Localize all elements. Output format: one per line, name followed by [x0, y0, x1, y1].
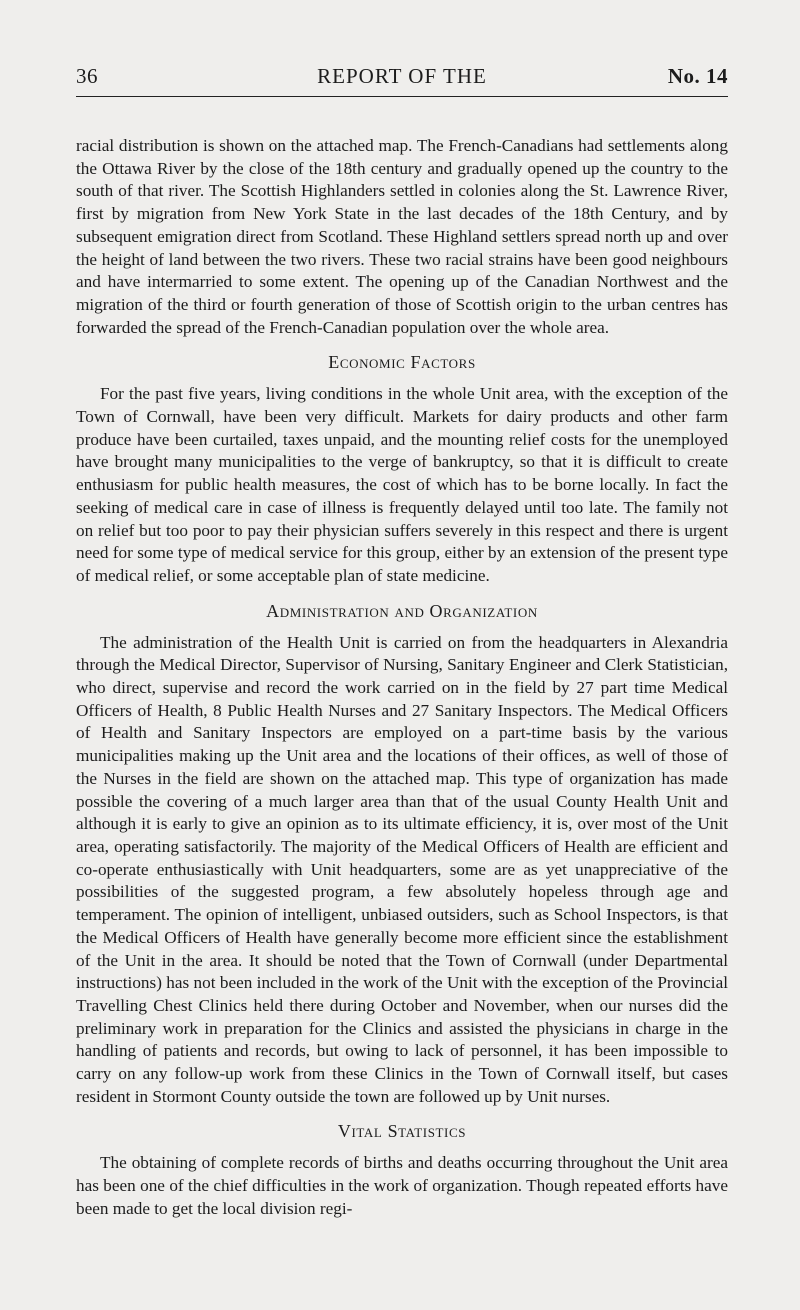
body-text — [76, 135, 728, 1221]
report-number: No. 14 — [667, 64, 728, 88]
administration-heading: Administration and Organization — [266, 600, 538, 621]
running-header — [76, 60, 728, 97]
vital-statistics-heading: Vital Statistics — [337, 1121, 467, 1142]
document-page — [76, 60, 728, 1221]
administration-paragraph: The administration of the Health Unit is carried on from the headquarters in Alexandria through the Medical Director, Supervisor of Nursing, Sanitary Engineer and Clerk Statistician, who direct, supervise and record the work carried on in the field by 27 part time Medical Officers of Health, 8 Public Health Nurses and 27 Sanitary Inspectors. The Medical Officers of Health and Sanitary Inspectors are employed on a part-time basis by the various municipalities making up the Unit area and the locations of their offices, as well of those of the Nurses in the field are shown on the attached map. This type of organization has made possible the covering of a much larger area than that of the usual County Health Unit and although it is early to give an opinion as to its ultimate efficiency, it is, over most of the Unit area, operating satisfactorily. The majority of the Medical Officers of Health are efficient and co-operate enthusiastically with Unit headquarters, some are as yet unappreciative of the possibilities of the suggested program, a few absolutely hopeless through age and temperament. The opinion of intelligent, unbiased outsiders, such as School Inspectors, is that the Medical Officers of Health have generally become more efficient since the establishment of the Unit in the area. It should be noted that the Town of Cornwall (under Departmental instructions) has not been included in the work of the Unit with the exception of the Provincial Travelling Chest Clinics held there during October and November, when our nurses did the preliminary work in preparation for the Clinics and assisted the physicians in charge in the handling of patients and records, but owing to lack of personnel, it has been impossible to carry on any follow-up work from these Clinics in the Town of Cornwall itself, but cases resident in Stormont County outside the town are followed up by Unit nurses. — [76, 632, 728, 1106]
economic-factors-paragraph: For the past five years, living conditions in the whole Unit area, with the exception of the Town of Cornwall, have been very difficult. Markets for dairy products and other farm produce have been curtailed, taxes unpaid, and the mounting relief costs for the unemployed have brought many municipalities to the verge of bankruptcy, so that it is difficult to create enthusiasm for public health measures, the cost of which has to be borne locally. In fact the seeking of medical care in case of illness is frequently delayed until too late. The family not on relief but too poor to pay their physician suffers severely in this respect and there is urgent need for some type of medical service for this group, either by an extension of the present type of medical relief, or some acceptable plan of state medicine. — [76, 384, 728, 585]
page-number: 36 — [76, 64, 98, 88]
economic-factors-heading: Economic Factors — [328, 352, 476, 373]
intro-paragraph: racial distribution is shown on the attached map. The French-Canadians had settlements along the Ottawa River by the close of the 18th century and gradually opened up the country to the south of that river. The Scottish Highlanders settled in colonies along the St. Lawrence River, first by migration from New York State in the last decades of the 18th Century, and by subsequent emigration direct from Scotland. These Highland settlers spread north up and over the height of land between the two rivers. These two racial strains have been good neighbours and have intermarried to some extent. The opening up of the Canadian Northwest and the migration of the third or fourth generation of those of Scottish origin to the urban centres has forwarded the spread of the French-Canadian population over the whole area. — [76, 136, 728, 337]
vital-statistics-paragraph: The obtaining of complete records of births and deaths occurring throughout the Unit area has been one of the chief difficulties in the work of organization. Though repeated efforts have been made to get the local division regi- — [76, 1153, 728, 1218]
running-title: REPORT OF THE — [317, 64, 487, 88]
